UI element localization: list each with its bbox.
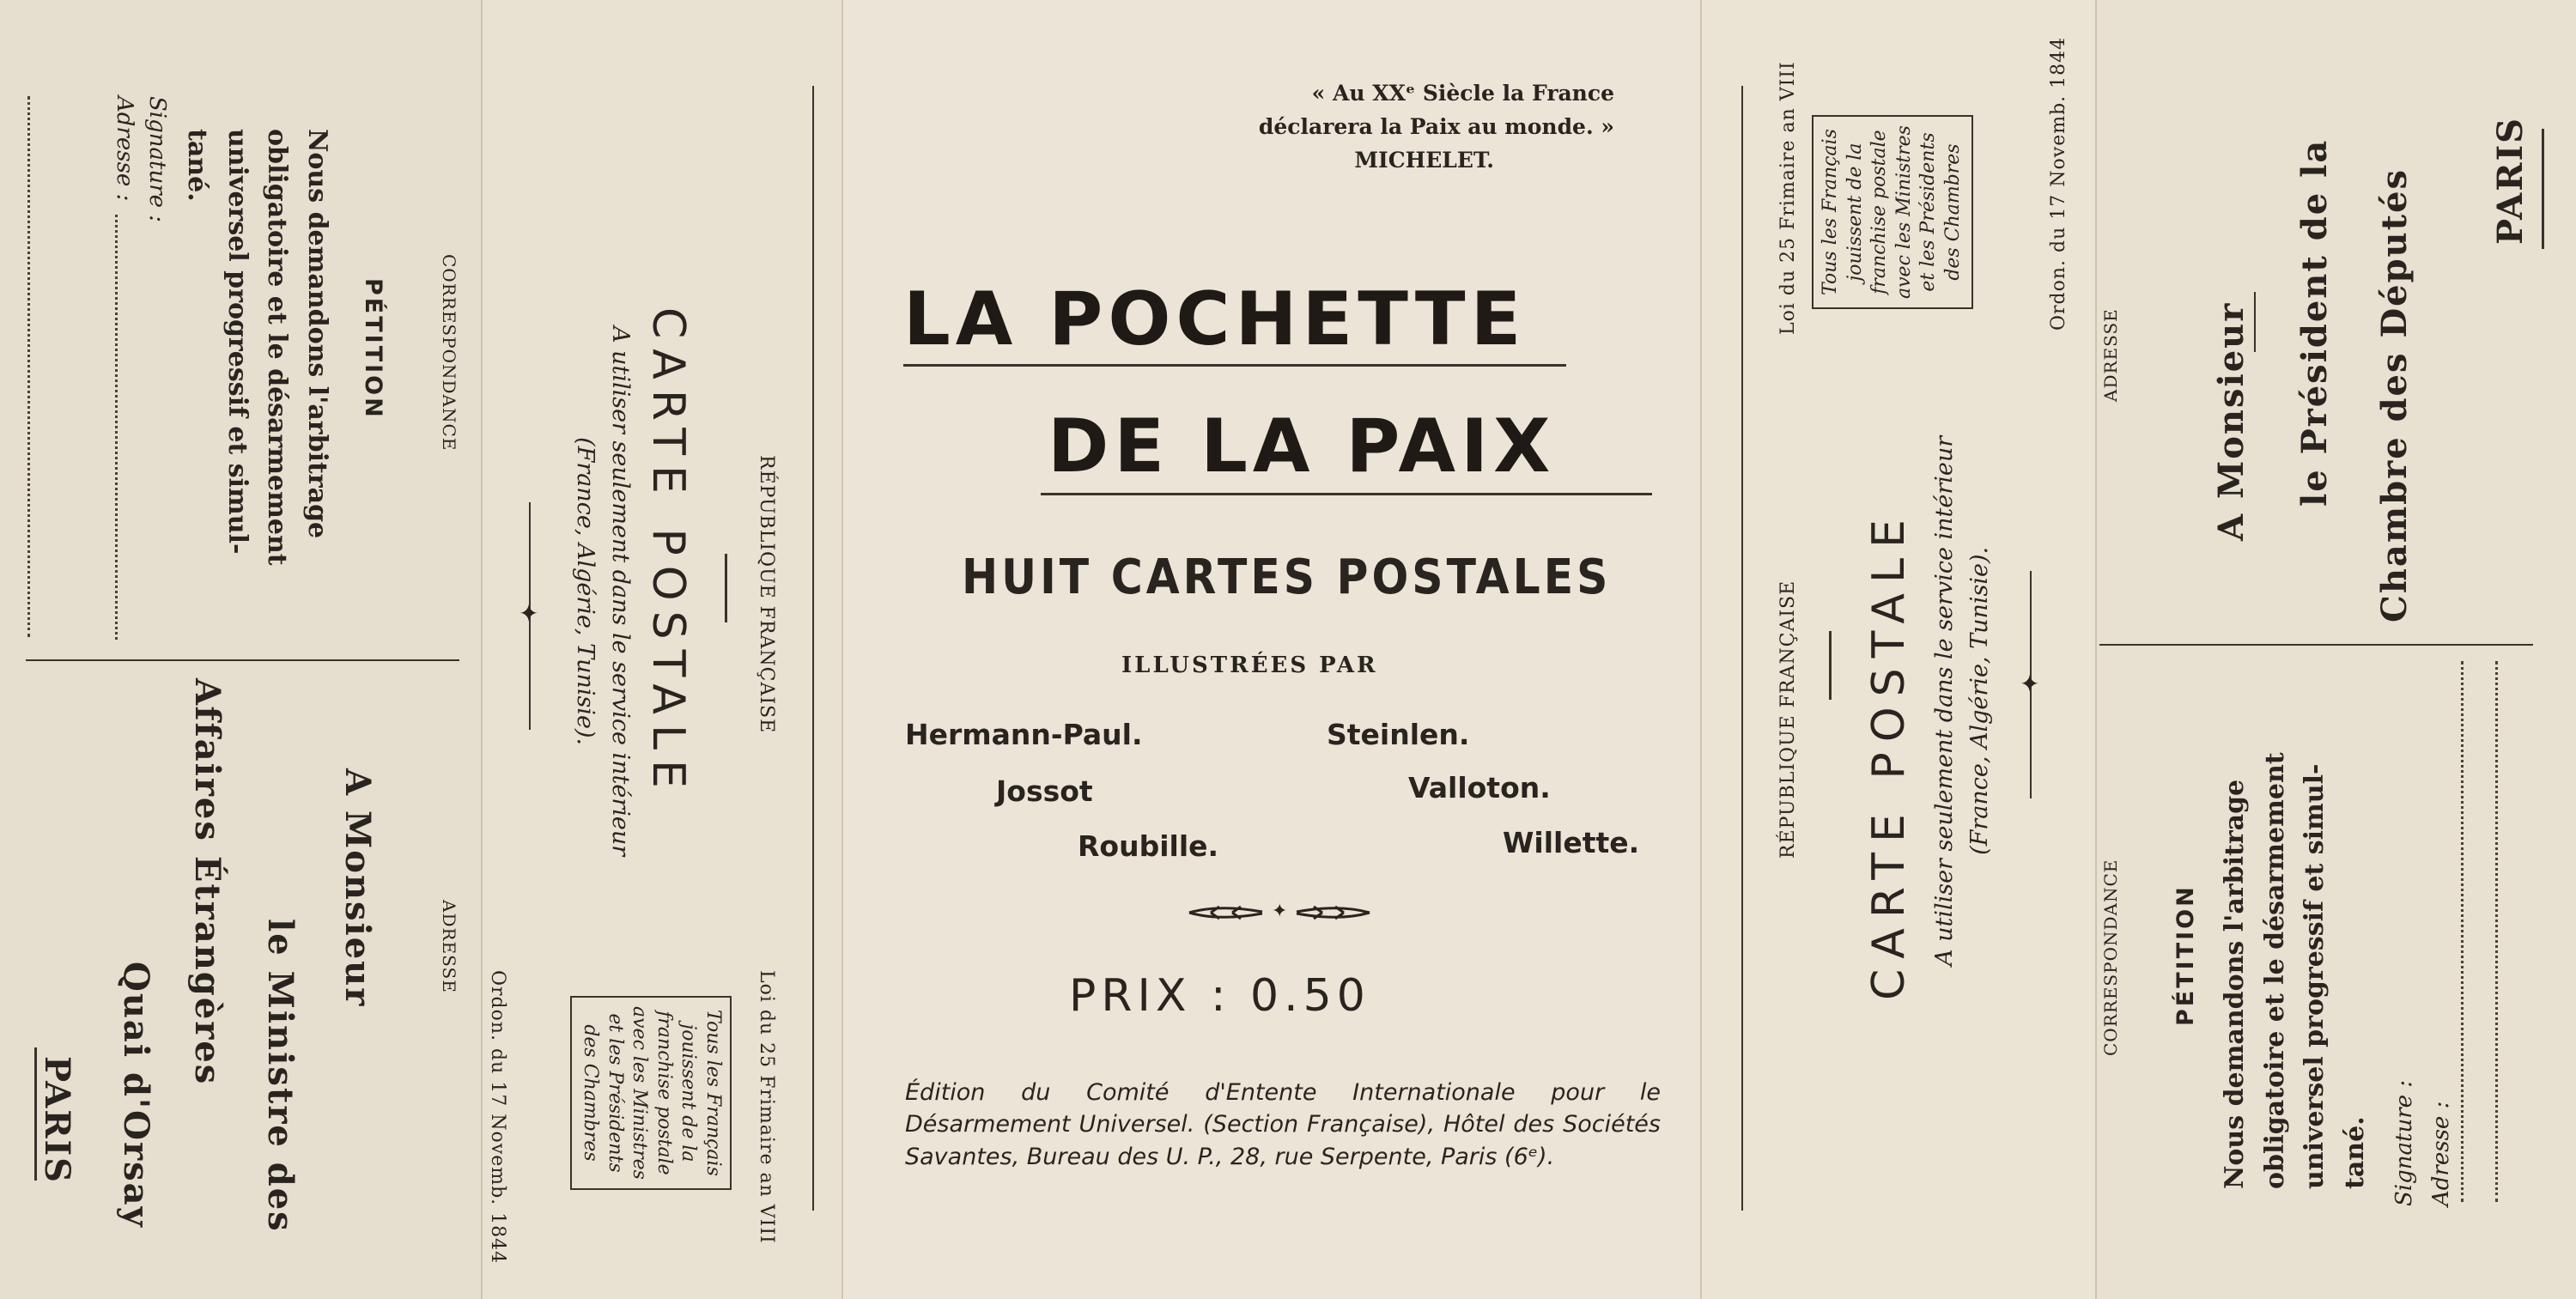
paris-underline (2542, 129, 2544, 249)
address-line: Affaires Étrangères (187, 678, 228, 1086)
title-line-1: LA POCHETTE (903, 276, 1527, 362)
ornament-divider (1185, 900, 1374, 926)
title-underline-2 (1041, 493, 1652, 495)
adresse-field-label: Adresse : (2428, 1101, 2454, 1206)
usage-line-1: A utiliser seulement dans le service intérieur (607, 326, 634, 857)
quote-line-1: « Au XXᵉ Siècle la France (1311, 81, 1614, 106)
correspondance-label: CORRESPONDANCE (2100, 859, 2121, 1056)
franchise-line: et les Présidents (604, 1013, 626, 1173)
edition-credit: Édition du Comité d'Entente Internationale pour le Désarmement Universel. (Section Française), Hôtel des Sociétés Savantes, Bureau des U. P., 28, rue Serpente, Paris (6ᵉ). (905, 1079, 1661, 1170)
republique-label: RÉPUBLIQUE FRANÇAISE (756, 455, 777, 734)
address-line: Chambre des Députés (2374, 167, 2415, 622)
loi-label: Loi du 25 Frimaire an VIII (1777, 61, 1799, 335)
franchise-line: avec les Ministres (629, 1006, 651, 1180)
petition-line: obligatoire et le désarmement (262, 129, 293, 566)
franchise-line: Tous les Français (702, 1010, 724, 1176)
usage-note (1928, 436, 1997, 966)
cover-quote (1259, 77, 1614, 177)
petition-line: Nous demandons l'arbitrage (2220, 779, 2250, 1189)
price: PRIX : 0.50 (1069, 970, 1370, 1022)
adresse-field-label: Adresse : (112, 96, 137, 202)
republique-label: RÉPUBLIQUE FRANÇAISE (1777, 580, 1799, 859)
franchise-line: franchise postale (1868, 130, 1891, 294)
short-rule (725, 554, 727, 622)
loi-label: Loi du 25 Frimaire an VIII (756, 970, 777, 1244)
address-line: A Monsieur (2211, 301, 2251, 541)
petition-line: tané. (182, 129, 213, 202)
adresse-label: ADRESSE (2100, 308, 2121, 402)
petition-text (2215, 752, 2375, 1189)
franchise-line: des Chambres (1941, 143, 1964, 281)
franchise-line: et les Présidents (1917, 132, 1940, 292)
signature-label: Signature : (2391, 1079, 2417, 1206)
signature-label: Signature : (144, 96, 170, 223)
address-line: PARIS (2490, 116, 2530, 245)
quote-line-2: déclarera la Paix au monde. » (1258, 113, 1614, 139)
artist-name: Steinlen. (1327, 718, 1470, 751)
artist-name: Valloton. (1408, 771, 1551, 804)
address-line: PARIS (37, 1056, 77, 1185)
address-line: A Monsieur (337, 768, 378, 1008)
short-rule (1829, 631, 1832, 700)
ornament-star: ✦ (1272, 901, 1288, 922)
franchise-line: des Chambres (580, 1024, 602, 1162)
card-border-left (812, 86, 814, 1211)
petition-divider (26, 659, 459, 661)
quote-author: MICHELET. (1354, 147, 1494, 173)
signature-dotted-line (27, 96, 30, 637)
usage-line-2: (France, Algérie, Tunisie). (1965, 546, 1993, 855)
carte-postale-title: CARTE POSTALE (1863, 509, 1915, 1000)
franchise-line: franchise postale (653, 1011, 675, 1175)
petition-line: universel progressif et simul- (222, 129, 252, 555)
address-line: le Ministre des (260, 919, 301, 1233)
usage-line-2: (France, Algérie, Tunisie). (572, 437, 599, 746)
adresse-dotted-line (115, 215, 118, 640)
card-border-right (1741, 86, 1743, 1211)
correspondance-label: CORRESPONDANCE (439, 254, 459, 452)
franchise-line: jouissent de la (1844, 143, 1866, 282)
franchise-line: avec les Ministres (1893, 125, 1915, 299)
petition-text (177, 129, 337, 566)
artist-name: Willette. (1503, 826, 1640, 859)
franchise-box (570, 996, 732, 1190)
petition-divider (2099, 644, 2533, 646)
artist-name: Jossot (996, 774, 1093, 808)
title-underline-1 (903, 364, 1566, 367)
artist-name: Roubille. (1078, 829, 1219, 863)
petition-line: obligatoire et le désarmement (2259, 752, 2290, 1189)
illustrated-by: ILLUSTRÉES PAR (1121, 653, 1378, 678)
petition-line: Nous demandons l'arbitrage (302, 129, 332, 539)
petition-title: PÉTITION (2172, 884, 2199, 1026)
fold-line (2095, 0, 2097, 1299)
monsieur-mark (2254, 292, 2256, 352)
signature-dotted-line (2495, 661, 2498, 1202)
usage-line-1: A utiliser seulement dans le service intérieur (1931, 435, 1958, 966)
fold-line (481, 0, 483, 1299)
fold-line (841, 0, 843, 1299)
carte-postale-title: CARTE POSTALE (642, 307, 694, 798)
subtitle: HUIT CARTES POSTALES (962, 549, 1612, 605)
fold-line (1700, 0, 1702, 1299)
paris-underline (34, 1047, 37, 1181)
artist-name: Hermann-Paul. (905, 718, 1143, 751)
franchise-line: Tous les Français (1820, 129, 1841, 295)
franchise-line: jouissent de la (677, 1023, 700, 1162)
ornament-mark: ✦ (2020, 670, 2040, 698)
franchise-box (1812, 115, 1973, 309)
title-line-2: DE LA PAIX (1048, 404, 1556, 489)
adresse-label: ADRESSE (439, 900, 459, 993)
ornament-mark: ✦ (519, 599, 539, 628)
address-line: le Président de la (2294, 138, 2335, 507)
ordonnance-label: Ordon. du 17 Novemb. 1844 (487, 970, 508, 1265)
ordonnance-label: Ordon. du 17 Novemb. 1844 (2048, 36, 2069, 331)
usage-note (568, 326, 637, 856)
address-line: Quai d'Orsay (116, 962, 156, 1229)
petition-title: PÉTITION (360, 278, 386, 420)
adresse-dotted-line (2461, 661, 2464, 1202)
petition-line: universel progressif et simul- (2300, 763, 2330, 1189)
petition-line: tané. (2339, 1116, 2370, 1189)
